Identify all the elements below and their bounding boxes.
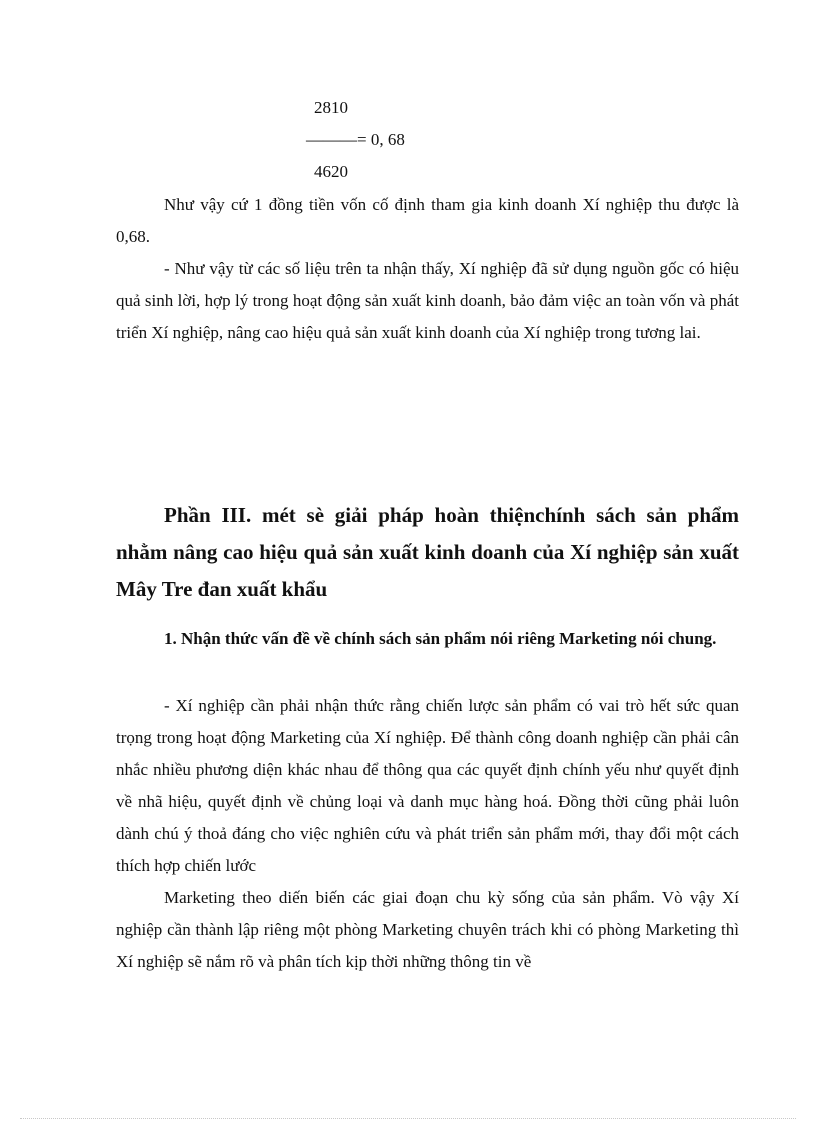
section-heading: Phần III. mét sè giải pháp hoàn thiệnchính sách sản phẩm nhằm nâng cao hiệu quả sản xuất kinh doanh của Xí nghiệp sản xuất Mây Tre đan xuất khẩu — [116, 503, 739, 601]
fraction-bar-result: ———= 0, 68 — [306, 130, 405, 149]
page-bottom-divider — [20, 1118, 796, 1119]
subsection-heading: 1. Nhận thức vấn đề về chính sách sản phẩm nói riêng Marketing nói chung. — [164, 629, 717, 648]
fraction-denominator: 4620 — [314, 162, 348, 181]
paragraph-conclusion: - Như vậy từ các số liệu trên ta nhận thấy, Xí nghiệp đã sử dụng nguồn gốc có hiệu quả sinh lời, hợp lý trong hoạt động sản xuất kinh doanh, bảo đảm việc an toàn vốn và phát triển Xí nghiệp, nâng cao hiệu quả sản xuất kinh doanh của Xí nghiệp trong tương lai. — [116, 259, 739, 342]
paragraph-product-strategy: - Xí nghiệp cần phải nhận thức rằng chiến lược sản phẩm có vai trò hết sức quan trọng trong hoạt động Marketing của Xí nghiệp. Để thành công doanh nghiệp cần phải cân nhắc nhiều phương diện khác nhau để thông qua các quyết định chính yếu như quyết định về nhã hiệu, quyết định về chủng loại và danh mục hàng hoá. Đồng thời cũng phải luôn dành chú ý thoả đáng cho việc nghiên cứu và phát triển sản phẩm mới, thay đổi một cách thích hợp chiến lước — [116, 696, 739, 875]
fraction-numerator: 2810 — [314, 98, 348, 117]
paragraph-marketing-department: Marketing theo diến biến các giai đoạn chu kỳ sống của sản phẩm. Vò vậy Xí nghiệp cần thành lập riêng một phòng Marketing chuyên trách khi có phòng Marketing thì Xí nghiệp sẽ nắm rõ và phân tích kịp thời những thông tin về — [116, 888, 739, 971]
paragraph-capital-efficiency: Như vậy cứ 1 đồng tiền vốn cố định tham gia kinh doanh Xí nghiệp thu được là 0,68. — [116, 195, 739, 246]
